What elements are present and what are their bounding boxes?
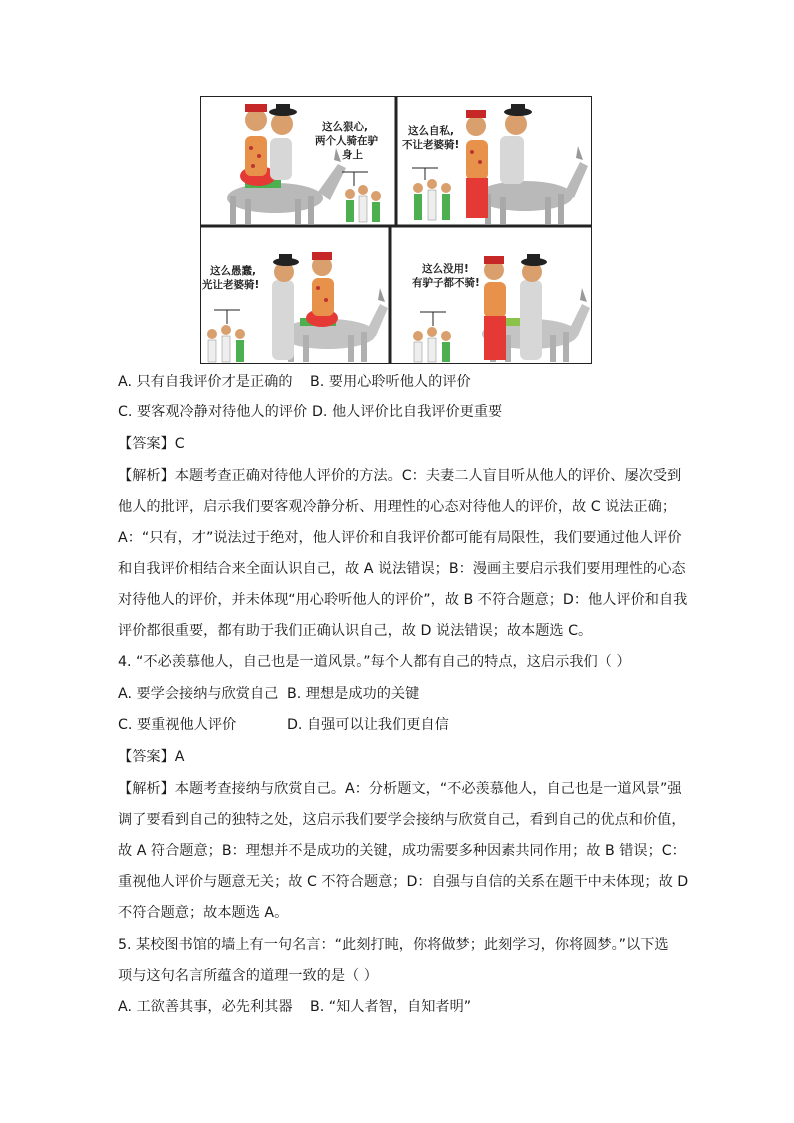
q4-option-b: B. 理想是成功的关键 xyxy=(287,686,420,702)
panel3-speech-line1: 这么愚蠢, xyxy=(210,265,256,277)
q3-analysis-line: 评价都很重要，都有助于我们正确认识自己，故 D 说法错误；故本题选 C。 xyxy=(118,623,593,639)
q4-analysis-line: 调了要看到自己的独特之处，这启示我们要学会接纳与欣赏自己，看到自己的优点和价值， xyxy=(118,812,686,828)
q4-option-d: D. 自强可以让我们更自信 xyxy=(287,717,449,733)
q4-analysis-line: 重视他人评价与题意无关；故 C 不符合题意；D：自强与自信的关系在题干中未体现；故 D xyxy=(118,874,689,890)
q5-stem-line: 5. 某校图书馆的墙上有一句名言：“此刻打盹，你将做梦；此刻学习，你将圆梦。”以下选 xyxy=(118,937,669,953)
q3-analysis-line: 和自我评价相结合来全面认识自己，故 A 说法错误；B：漫画主要启示我们要用理性的心态 xyxy=(118,561,686,577)
q4-analysis-line: 故 A 符合题意；B：理想并不是成功的关键，成功需要多种因素共同作用；故 B 错误；C： xyxy=(118,843,686,859)
q3-analysis-line: 【解析】本题考查正确对待他人评价的方法。C：夫妻二人盲目听从他人的评价、屡次受到 xyxy=(118,468,682,484)
panel3-speech-line2: 光让老婆骑! xyxy=(202,279,260,291)
panel1-speech-line1: 这么狠心, xyxy=(322,121,368,133)
q3-analysis-line: 对待他人的评价，并未体现“用心聆听他人的评价”，故 B 不符合题意；D：他人评价和自我 xyxy=(118,592,688,608)
q5-option-b: B. “知人者智，自知者明” xyxy=(310,999,472,1015)
q4-answer: 【答案】A xyxy=(118,749,185,765)
panel2-speech-line2: 不让老婆骑! xyxy=(402,139,460,151)
q3-option-d: D. 他人评价比自我评价更重要 xyxy=(312,404,503,420)
q4-option-a: A. 要学会接纳与欣赏自己 xyxy=(118,686,279,702)
q4-stem: 4. “不必羡慕他人，自己也是一道风景。”每个人都有自己的特点，这启示我们（ ） xyxy=(118,654,631,670)
q4-analysis-line: 【解析】本题考查接纳与欣赏自己。A：分析题文，“不必羡慕他人，自己也是一道风景”强 xyxy=(118,781,682,797)
q4-option-c: C. 要重视他人评价 xyxy=(118,717,237,733)
comic-illustration xyxy=(200,96,592,364)
panel4-speech-line1: 这么没用! xyxy=(422,263,469,275)
q5-stem-line: 项与这句名言所蕴含的道理一致的是（ ） xyxy=(118,968,378,984)
q5-option-a: A. 工欲善其事，必先利其器 xyxy=(118,999,293,1015)
q3-answer: 【答案】C xyxy=(118,436,185,452)
q3-option-a: A. 只有自我评价才是正确的 xyxy=(118,374,293,390)
q3-analysis-line: 他人的批评，启示我们要客观冷静分析、用理性的心态对待他人的评价，故 C 说法正确； xyxy=(118,499,677,515)
q3-option-c: C. 要客观冷静对待他人的评价 xyxy=(118,404,308,420)
panel4-speech-line2: 有驴子都不骑! xyxy=(412,277,480,289)
q3-analysis-line: A：“只有，才”说法过于绝对，他人评价和自我评价都可能有局限性，我们要通过他人评价 xyxy=(118,530,682,546)
panel1-speech-line2: 两个人骑在驴 xyxy=(315,135,378,147)
q3-option-b: B. 要用心聆听他人的评价 xyxy=(310,374,471,390)
panel2-speech-line1: 这么自私, xyxy=(408,125,454,137)
q4-analysis-line: 不符合题意；故本题选 A。 xyxy=(118,905,289,921)
panel1-speech-line3: 身上 xyxy=(342,149,363,161)
